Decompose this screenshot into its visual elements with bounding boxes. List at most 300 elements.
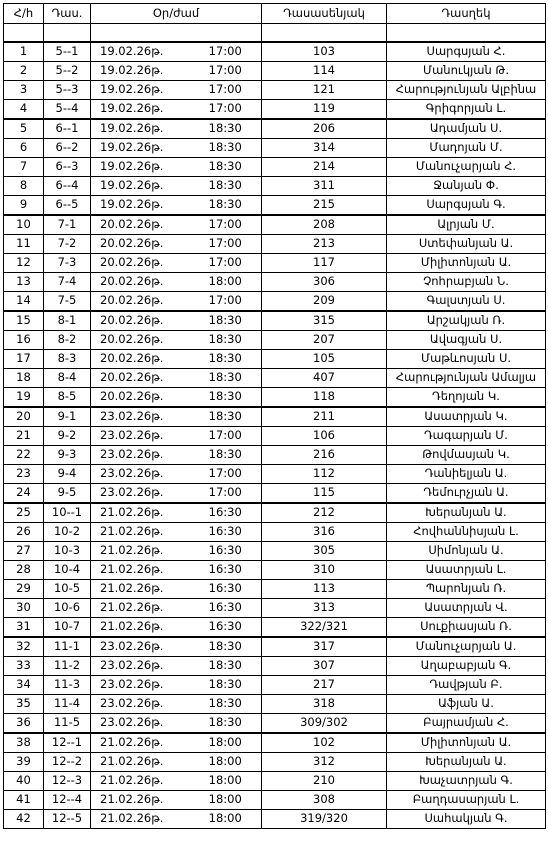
date-cell: 21.02.26թ. [91,503,190,523]
header-room: Դասասենյակ [262,4,387,24]
class-cell: 11-5 [44,714,91,734]
class-cell: 8-4 [44,369,91,388]
date-cell: 23.02.26թ. [91,714,190,734]
table-row [4,100,546,120]
class-cell: 10-3 [44,542,91,561]
header-teacher: Դասղեկ [387,4,546,24]
table-row [4,810,546,829]
table-row [4,350,546,369]
time-cell: 18:00 [190,753,262,772]
row-number: 1 [4,42,44,62]
header-num: Հ/հ [4,4,44,24]
room-cell: 209 [262,292,387,312]
teacher-cell: Մաթևոսյան Ս. [387,350,546,369]
class-cell: 10-4 [44,561,91,580]
row-number: 6 [4,139,44,158]
time-cell: 17:00 [190,62,262,81]
class-cell: 8-2 [44,331,91,350]
table-row [4,215,546,235]
room-cell: 407 [262,369,387,388]
row-number: 36 [4,714,44,734]
class-cell: 12--1 [44,733,91,753]
teacher-cell: Դանիելյան Ա. [387,465,546,484]
class-cell: 12--2 [44,753,91,772]
class-cell: 10-5 [44,580,91,599]
teacher-cell: Մանուկյան Թ. [387,62,546,81]
room-cell: 307 [262,657,387,676]
row-number: 4 [4,100,44,120]
table-row [4,561,546,580]
teacher-cell: Մանուչարյան Ա. [387,637,546,657]
time-cell: 17:00 [190,484,262,504]
empty-row [4,24,546,43]
teacher-cell: Հովհաննիսյան Լ. [387,523,546,542]
class-cell: 12--4 [44,791,91,810]
room-cell: 118 [262,388,387,408]
date-cell: 19.02.26թ. [91,81,190,100]
row-number: 12 [4,254,44,273]
class-cell: 7-3 [44,254,91,273]
date-cell: 20.02.26թ. [91,331,190,350]
time-cell: 18:30 [190,407,262,427]
date-cell: 20.02.26թ. [91,350,190,369]
table-row [4,62,546,81]
schedule-table [3,3,546,829]
date-cell: 23.02.26թ. [91,695,190,714]
row-number: 28 [4,561,44,580]
time-cell: 16:30 [190,542,262,561]
time-cell: 17:00 [190,100,262,120]
time-cell: 18:30 [190,714,262,734]
date-cell: 20.02.26թ. [91,235,190,254]
class-cell: 5--3 [44,81,91,100]
class-cell: 6--5 [44,196,91,216]
table-row [4,42,546,62]
empty-cell [91,24,262,43]
room-cell: 305 [262,542,387,561]
row-number: 3 [4,81,44,100]
time-cell: 16:30 [190,523,262,542]
date-cell: 20.02.26թ. [91,311,190,331]
class-cell: 7-2 [44,235,91,254]
teacher-cell: Ստեփանյան Ա. [387,235,546,254]
date-cell: 21.02.26թ. [91,753,190,772]
time-cell: 17:00 [190,254,262,273]
row-number: 24 [4,484,44,504]
room-cell: 113 [262,580,387,599]
class-cell: 8-5 [44,388,91,408]
row-number: 40 [4,772,44,791]
table-row [4,465,546,484]
room-cell: 210 [262,772,387,791]
row-number: 13 [4,273,44,292]
teacher-cell: Արշակյան Ռ. [387,311,546,331]
teacher-cell: Ասատրյան Վ. [387,599,546,618]
time-cell: 18:30 [190,311,262,331]
table-row [4,177,546,196]
date-cell: 23.02.26թ. [91,407,190,427]
row-number: 30 [4,599,44,618]
class-cell: 8-3 [44,350,91,369]
date-cell: 23.02.26թ. [91,637,190,657]
date-cell: 23.02.26թ. [91,484,190,504]
teacher-cell: Բաղդասարյան Լ. [387,791,546,810]
teacher-cell: Չոհրաբյան Ն. [387,273,546,292]
time-cell: 18:30 [190,369,262,388]
class-cell: 10-7 [44,618,91,638]
date-cell: 19.02.26թ. [91,139,190,158]
room-cell: 216 [262,446,387,465]
schedule-rows [4,42,546,829]
row-number: 39 [4,753,44,772]
table-row [4,657,546,676]
row-number: 9 [4,196,44,216]
teacher-cell: Գրիգորյան Լ. [387,100,546,120]
room-cell: 115 [262,484,387,504]
class-cell: 6--4 [44,177,91,196]
table-row [4,695,546,714]
teacher-cell: Թովմասյան Կ. [387,446,546,465]
class-cell: 12--5 [44,810,91,829]
class-cell: 10-2 [44,523,91,542]
class-cell: 5--1 [44,42,91,62]
time-cell: 17:00 [190,465,262,484]
time-cell: 18:30 [190,139,262,158]
teacher-cell: Ավագյան Ս. [387,331,546,350]
teacher-cell: Ասատրյան Կ. [387,407,546,427]
date-cell: 21.02.26թ. [91,810,190,829]
room-cell: 117 [262,254,387,273]
date-cell: 20.02.26թ. [91,292,190,312]
row-number: 11 [4,235,44,254]
table-row [4,791,546,810]
row-number: 31 [4,618,44,638]
time-cell: 16:30 [190,580,262,599]
date-cell: 21.02.26թ. [91,599,190,618]
teacher-cell: Դեմուրչյան Ա. [387,484,546,504]
class-cell: 5--4 [44,100,91,120]
row-number: 35 [4,695,44,714]
table-row [4,446,546,465]
empty-cell [262,24,387,43]
empty-cell [387,24,546,43]
time-cell: 17:00 [190,42,262,62]
time-cell: 18:30 [190,119,262,139]
time-cell: 16:30 [190,618,262,638]
date-cell: 20.02.26թ. [91,388,190,408]
time-cell: 18:30 [190,196,262,216]
row-number: 15 [4,311,44,331]
room-cell: 119 [262,100,387,120]
date-cell: 21.02.26թ. [91,580,190,599]
room-cell: 310 [262,561,387,580]
row-number: 7 [4,158,44,177]
teacher-cell: Բայրամյան Հ. [387,714,546,734]
room-cell: 306 [262,273,387,292]
row-number: 16 [4,331,44,350]
time-cell: 16:30 [190,503,262,523]
teacher-cell: Սուքիասյան Ռ. [387,618,546,638]
room-cell: 207 [262,331,387,350]
room-cell: 315 [262,311,387,331]
room-cell: 106 [262,427,387,446]
table-row [4,676,546,695]
time-cell: 18:30 [190,177,262,196]
room-cell: 318 [262,695,387,714]
row-number: 25 [4,503,44,523]
row-number: 2 [4,62,44,81]
teacher-cell: Մանուչարյան Հ. [387,158,546,177]
date-cell: 20.02.26թ. [91,273,190,292]
teacher-cell: Հարությունյան Ամալյա [387,369,546,388]
row-number: 23 [4,465,44,484]
time-cell: 17:00 [190,235,262,254]
room-cell: 213 [262,235,387,254]
class-cell: 9-1 [44,407,91,427]
room-cell: 316 [262,523,387,542]
class-cell: 11-3 [44,676,91,695]
table-row [4,273,546,292]
date-cell: 19.02.26թ. [91,196,190,216]
row-number: 29 [4,580,44,599]
room-cell: 105 [262,350,387,369]
table-row [4,503,546,523]
teacher-cell: Աղաբաբյան Գ. [387,657,546,676]
row-number: 22 [4,446,44,465]
time-cell: 16:30 [190,561,262,580]
class-cell: 6--2 [44,139,91,158]
header-datetime: Օր/ժամ [91,4,262,24]
date-cell: 23.02.26թ. [91,676,190,695]
date-cell: 23.02.26թ. [91,465,190,484]
teacher-cell: Ալրյան Մ. [387,215,546,235]
table-row [4,254,546,273]
time-cell: 18:30 [190,446,262,465]
table-row [4,139,546,158]
header-row [4,4,546,24]
room-cell: 211 [262,407,387,427]
class-cell: 7-5 [44,292,91,312]
room-cell: 121 [262,81,387,100]
teacher-cell: Դագարյան Մ. [387,427,546,446]
room-cell: 214 [262,158,387,177]
time-cell: 18:00 [190,273,262,292]
empty-cell [44,24,91,43]
teacher-cell: Խերանյան Ա. [387,503,546,523]
row-number: 19 [4,388,44,408]
teacher-cell: Սարգսյան Հ. [387,42,546,62]
schedule-table-wrapper [3,3,546,829]
date-cell: 23.02.26թ. [91,446,190,465]
date-cell: 23.02.26թ. [91,427,190,446]
class-cell: 6--1 [44,119,91,139]
date-cell: 21.02.26թ. [91,618,190,638]
class-cell: 10--1 [44,503,91,523]
table-row [4,599,546,618]
class-cell: 8-1 [44,311,91,331]
table-row [4,618,546,638]
room-cell: 312 [262,753,387,772]
row-number: 10 [4,215,44,235]
room-cell: 102 [262,733,387,753]
room-cell: 212 [262,503,387,523]
date-cell: 21.02.26թ. [91,561,190,580]
time-cell: 18:30 [190,695,262,714]
row-number: 41 [4,791,44,810]
room-cell: 309/302 [262,714,387,734]
time-cell: 18:30 [190,676,262,695]
room-cell: 319/320 [262,810,387,829]
time-cell: 18:30 [190,158,262,177]
row-number: 20 [4,407,44,427]
row-number: 26 [4,523,44,542]
time-cell: 18:00 [190,810,262,829]
row-number: 32 [4,637,44,657]
class-cell: 9-5 [44,484,91,504]
room-cell: 314 [262,139,387,158]
empty-cell [4,24,44,43]
class-cell: 11-4 [44,695,91,714]
date-cell: 21.02.26թ. [91,772,190,791]
time-cell: 18:30 [190,657,262,676]
time-cell: 18:00 [190,733,262,753]
date-cell: 19.02.26թ. [91,158,190,177]
time-cell: 16:30 [190,599,262,618]
teacher-cell: Դեղոյան Կ. [387,388,546,408]
room-cell: 317 [262,637,387,657]
class-cell: 7-4 [44,273,91,292]
room-cell: 322/321 [262,618,387,638]
table-row [4,772,546,791]
table-row [4,369,546,388]
teacher-cell: Միլիտոնյան Ա. [387,733,546,753]
class-cell: 9-4 [44,465,91,484]
teacher-cell: Ջանյան Փ. [387,177,546,196]
date-cell: 23.02.26թ. [91,657,190,676]
table-row [4,81,546,100]
time-cell: 18:30 [190,331,262,350]
date-cell: 20.02.26թ. [91,215,190,235]
teacher-cell: Հարությունյան Ալբինա [387,81,546,100]
teacher-cell: Ադամյան Ս. [387,119,546,139]
teacher-cell: Գալստյան Ս. [387,292,546,312]
room-cell: 114 [262,62,387,81]
time-cell: 18:30 [190,388,262,408]
table-row [4,484,546,504]
date-cell: 19.02.26թ. [91,62,190,81]
room-cell: 206 [262,119,387,139]
table-row [4,637,546,657]
table-row [4,158,546,177]
table-row [4,119,546,139]
class-cell: 12--3 [44,772,91,791]
row-number: 21 [4,427,44,446]
teacher-cell: Մադոյան Մ. [387,139,546,158]
time-cell: 17:00 [190,81,262,100]
teacher-cell: Սարգսյան Գ. [387,196,546,216]
date-cell: 19.02.26թ. [91,100,190,120]
row-number: 14 [4,292,44,312]
teacher-cell: Սահակյան Գ. [387,810,546,829]
room-cell: 208 [262,215,387,235]
teacher-cell: Սիմոնյան Ա. [387,542,546,561]
row-number: 18 [4,369,44,388]
table-row [4,714,546,734]
room-cell: 217 [262,676,387,695]
table-row [4,388,546,408]
table-row [4,196,546,216]
row-number: 33 [4,657,44,676]
date-cell: 19.02.26թ. [91,42,190,62]
table-row [4,311,546,331]
table-row [4,292,546,312]
row-number: 27 [4,542,44,561]
time-cell: 18:30 [190,350,262,369]
room-cell: 112 [262,465,387,484]
date-cell: 21.02.26թ. [91,542,190,561]
header-class: Դաս. [44,4,91,24]
date-cell: 21.02.26թ. [91,791,190,810]
date-cell: 19.02.26թ. [91,177,190,196]
time-cell: 17:00 [190,292,262,312]
date-cell: 20.02.26թ. [91,369,190,388]
teacher-cell: Դավթյան Բ. [387,676,546,695]
class-cell: 9-2 [44,427,91,446]
time-cell: 17:00 [190,427,262,446]
row-number: 38 [4,733,44,753]
row-number: 8 [4,177,44,196]
teacher-cell: Միլիտոնյան Ա. [387,254,546,273]
room-cell: 311 [262,177,387,196]
teacher-cell: Ասատրյան Լ. [387,561,546,580]
class-cell: 7-1 [44,215,91,235]
table-row [4,542,546,561]
table-row [4,331,546,350]
room-cell: 215 [262,196,387,216]
table-row [4,733,546,753]
date-cell: 21.02.26թ. [91,523,190,542]
class-cell: 11-1 [44,637,91,657]
row-number: 5 [4,119,44,139]
teacher-cell: Պարոնյան Ռ. [387,580,546,599]
table-row [4,427,546,446]
table-row [4,523,546,542]
date-cell: 21.02.26թ. [91,733,190,753]
date-cell: 19.02.26թ. [91,119,190,139]
time-cell: 18:00 [190,791,262,810]
room-cell: 103 [262,42,387,62]
row-number: 17 [4,350,44,369]
class-cell: 9-3 [44,446,91,465]
room-cell: 308 [262,791,387,810]
teacher-cell: Խերանյան Ա. [387,753,546,772]
row-number: 42 [4,810,44,829]
class-cell: 6--3 [44,158,91,177]
row-number: 34 [4,676,44,695]
class-cell: 11-2 [44,657,91,676]
table-row [4,407,546,427]
teacher-cell: Աֆյան Ա. [387,695,546,714]
class-cell: 5--2 [44,62,91,81]
class-cell: 10-6 [44,599,91,618]
time-cell: 18:00 [190,772,262,791]
time-cell: 18:30 [190,637,262,657]
date-cell: 20.02.26թ. [91,254,190,273]
room-cell: 313 [262,599,387,618]
table-row [4,753,546,772]
time-cell: 17:00 [190,215,262,235]
table-row [4,580,546,599]
